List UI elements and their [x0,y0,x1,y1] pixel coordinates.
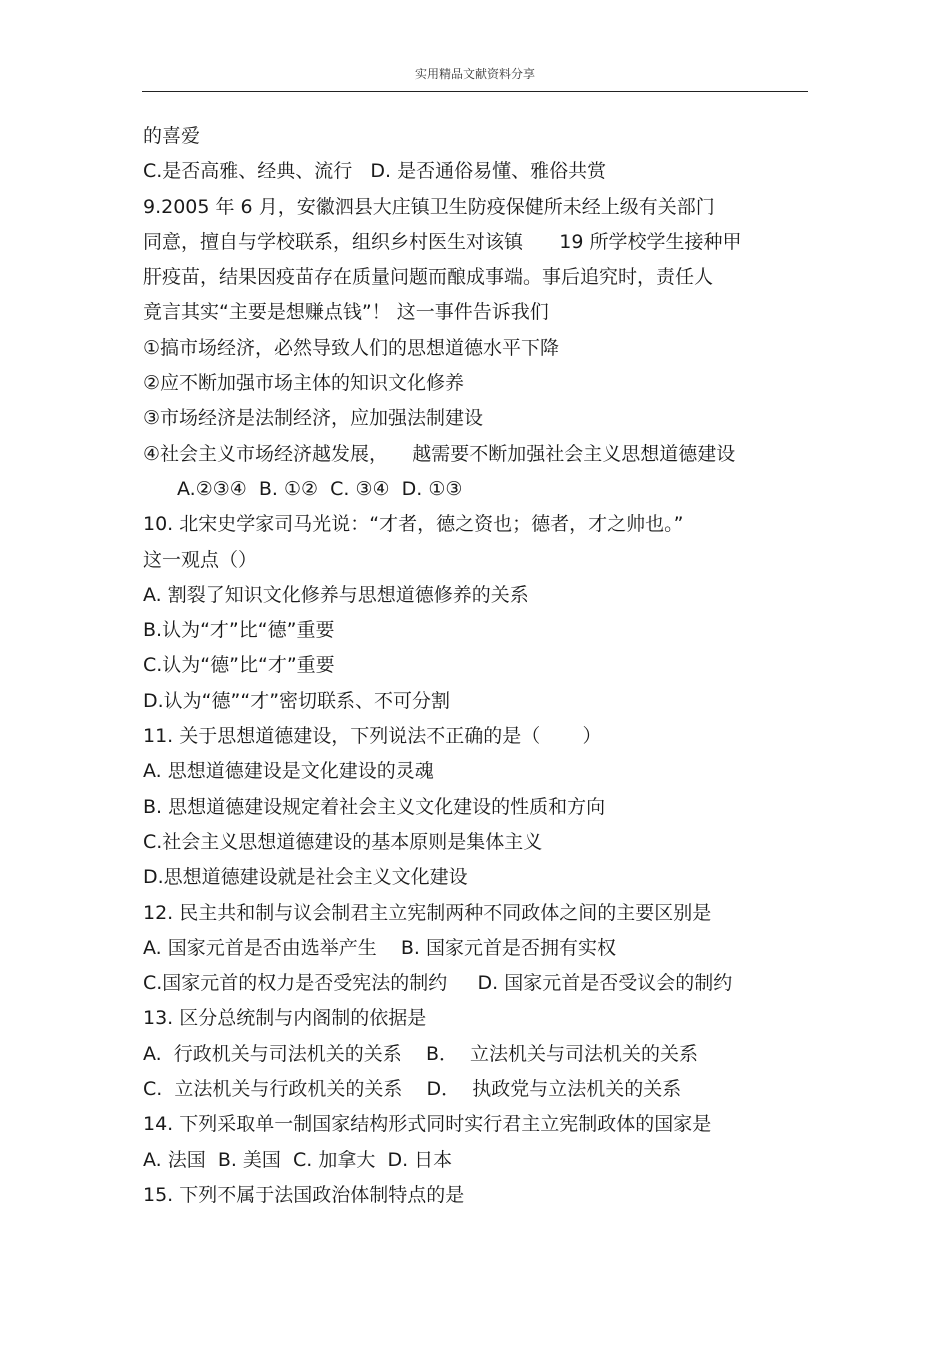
text-line: 竟言其实“主要是想赚点钱”！ 这一事件告诉我们 [143,301,549,324]
header-title: 实用精品文献资料分享 [414,67,535,81]
text-line: 肝疫苗，结果因疫苗存在质量问题而酿成事端。事后追究时，责任人 [143,266,714,289]
question-10-line: 10. 北宋史学家司马光说：“才者，德之资也；德者，才之帅也。” [143,513,684,536]
page-header [142,0,808,93]
question-11-line: 11. 关于思想道德建设，下列说法不正确的是（ ） [143,725,602,748]
option-d: D.认为“德”“才”密切联系、不可分割 [143,689,451,712]
statement-2: ②应不断加强市场主体的知识文化修养 [143,372,465,395]
question-15-line: 15. 下列不属于法国政治体制特点的是 [143,1183,465,1206]
text-line: 同意，擅自与学校联系，组织乡村医生对该镇 19 所学校学生接种甲 [143,230,742,253]
option-line: C.国家元首的权力是否受宪法的制约 D. 国家元首是否受议会的制约 [143,972,733,995]
question-14-line: 14. 下列采取单一制国家结构形式同时实行君主立宪制政体的国家是 [143,1113,712,1136]
question-9-line: 9.2005 年 6 月，安徽泗县大庄镇卫生防疫保健所未经上级有关部门 [143,195,715,218]
text-line: 的喜爱 [143,125,201,147]
option-d: D.思想道德建设就是社会主义文化建设 [143,866,468,889]
document-body [143,119,823,1213]
text-line: 这一观点（） [143,548,258,571]
option-line: A.②③④ B. ①② C. ③④ D. ①③ [177,477,463,500]
option-c: C.社会主义思想道德建设的基本原则是集体主义 [143,830,543,853]
option-line: A. 国家元首是否由选举产生 B. 国家元首是否拥有实权 [143,936,617,959]
option-b: B.认为“才”比“德”重要 [143,619,335,642]
question-12-line: 12. 民主共和制与议会制君主立宪制两种不同政体之间的主要区别是 [143,901,712,924]
header-divider [142,91,808,92]
option-line: A. 法国 B. 美国 C. 加拿大 D. 日本 [143,1148,453,1171]
statement-4: ④社会主义市场经济越发展， 越需要不断加强社会主义思想道德建设 [143,442,736,465]
option-c: C.认为“德”比“才”重要 [143,654,335,677]
option-b: B. 思想道德建设规定着社会主义文化建设的性质和方向 [143,795,606,818]
option-a: A. 思想道德建设是文化建设的灵魂 [143,760,434,783]
question-13-line: 13. 区分总统制与内阁制的依据是 [143,1007,427,1030]
option-line: C.是否高雅、经典、流行 D. 是否通俗易懂、雅俗共赏 [143,160,607,183]
option-line: C. 立法机关与行政机关的关系 D． 执政党与立法机关的关系 [143,1078,682,1101]
statement-1: ①搞市场经济，必然导致人们的思想道德水平下降 [143,336,560,359]
option-a: A. 割裂了知识文化修养与思想道德修养的关系 [143,583,529,606]
statement-3: ③市场经济是法制经济，应加强法制建设 [143,407,484,430]
option-line: A. 行政机关与司法机关的关系 B． 立法机关与司法机关的关系 [143,1042,699,1065]
